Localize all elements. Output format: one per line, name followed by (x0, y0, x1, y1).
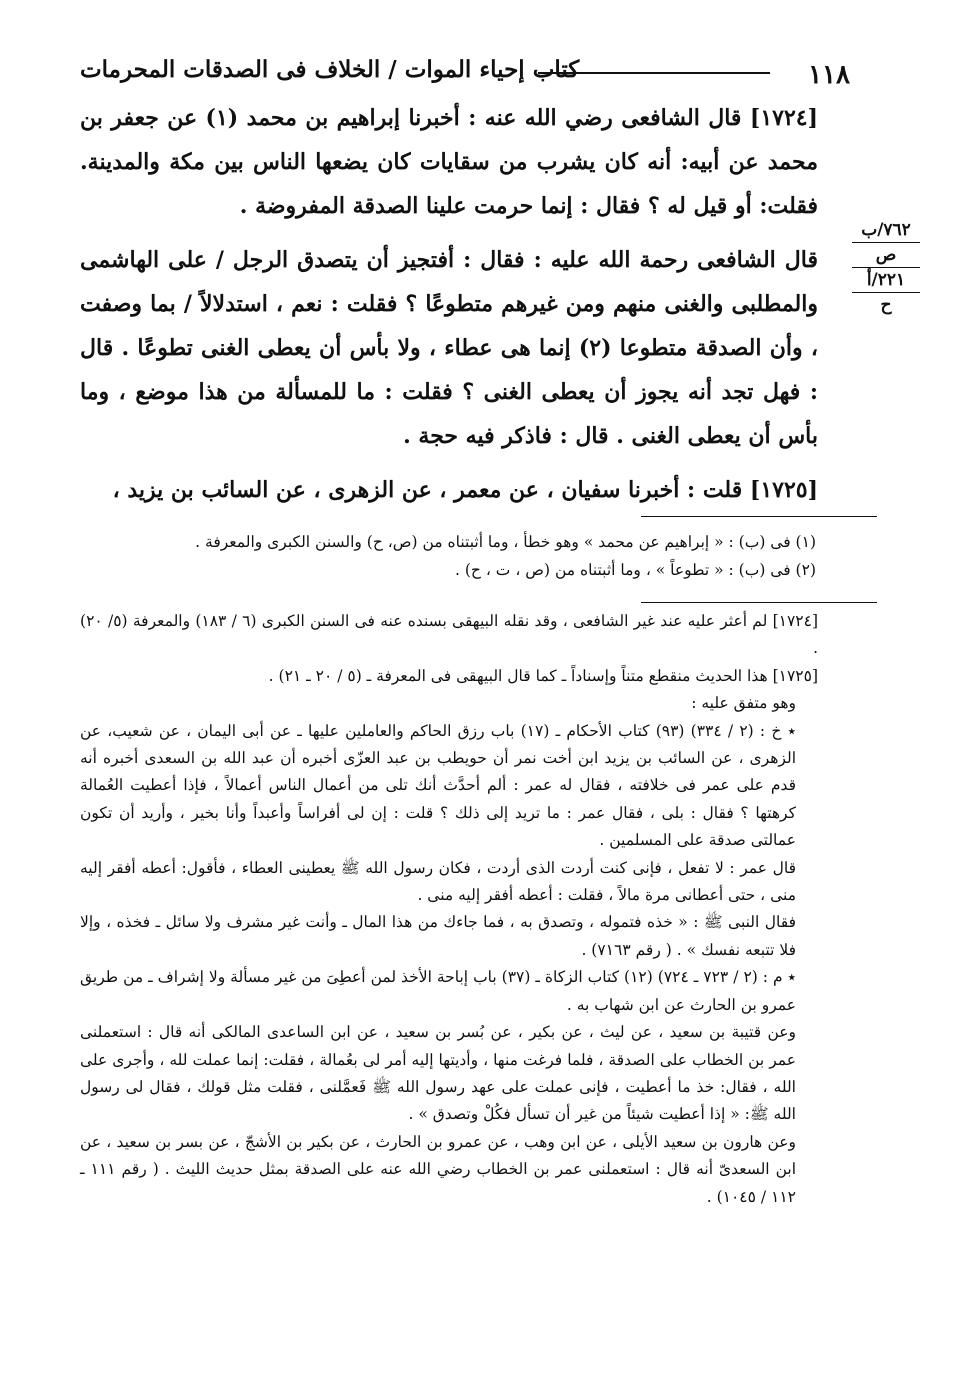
takhrij-muslim: ٭ م : (٢ / ٧٢٣ ـ ٧٢٤) (١٢) كتاب الزكاة ـ (٣٧) باب إباحة الأخذ لمن أعطِىَ من غير مسألة ولا إشراف ـ من طريق عمرو بن الحارث عن ابن شهاب به . (80, 968, 796, 1014)
takhrij-bukhari: ٭ خ : (٢ / ٣٣٤) (٩٣) كتاب الأحكام ـ (١٧) باب رزق الحاكم والعاملين عليها ـ عن أبى اليمان ، عن شعيب، عن الزهرى ، عن السائب بن يزيد ابن أخت نمر أن حويطب بن عبد العزّى أخبره أن عبد الله بن السعدى أخبره أنه قدم على عمر فى خلافته ، فقال له عمر : ألم أحدَّث أنك تلى من أعمال الناس أعمالاً ، فإذا أعطيت العُمالة كرهتها ؟ فقال : بلى ، فقال عمر : ما تريد إلى ذلك ؟ قلت : إن لى أفراساً وأعبداً وأنا بخير ، وأريد أن تكون عمالتى صدقة على المسلمين . (80, 721, 796, 850)
takhrij-notes (80, 608, 818, 1211)
page-header (80, 52, 850, 92)
takhrij-divider (641, 602, 877, 603)
takhrij-1725: [١٧٢٥] هذا الحديث منقطع متناً وإسناداً ـ كما قال البيهقى فى المعرفة ـ (٥ / ٢٠ ـ ٢١) . (268, 666, 818, 685)
manuscript-margin-note (846, 218, 926, 317)
takhrij-line: قال عمر : لا تفعل ، فإنى كنت أردت الذى أردت ، فكان رسول الله ﷺ يعطينى العطاء ، فأقول: أعطه أفقر إليه منى ، حتى أعطانى مرة مالاً ، فقلت : أعطه أفقر إليه منى . (80, 858, 796, 905)
takhrij-line: وهو متفق عليه : (691, 694, 796, 713)
page-number: ١١٨ (808, 60, 850, 90)
main-text (80, 96, 818, 522)
takhrij-line: وعن هارون بن سعيد الأيلى ، عن ابن وهب ، عن عمرو بن الحارث ، عن بكير بن الأشجّ ، عن بسر بن سعيد ، عن ابن السعدىّ أنه قال : استعملنى عمر بن الخطاب رضي الله عنه على الصدقة بمثل حديث الليث . ( رقم ١١١ ـ ١١٢ / ١٠٤٥) . (80, 1132, 797, 1206)
margin-note-line: ص (852, 243, 920, 268)
footnote-2: (٢) فى (ب) : « تطوعاً » ، وما أثبتناه من (ص ، ت ، ح) . (455, 561, 816, 579)
margin-note-line: ٧٦٢/ب (852, 218, 920, 243)
footnote-divider (641, 516, 877, 517)
footnote-1: (١) فى (ب) : « إبراهيم عن محمد » وهو خطأ ، وما أثبتناه من (ص، ح) والسنن الكبرى والمعرفة . (195, 533, 816, 551)
running-title: كتاب إحياء الموات / الخلاف فى الصدقات المحرمات (80, 56, 580, 83)
margin-note-line: ٢٢١/أ (852, 268, 920, 293)
margin-note-line: ح (880, 295, 892, 315)
takhrij-line: فقال النبى ﷺ : « خذه فتموله ، وتصدق به ، فما جاءك من هذا المال ـ وأنت غير مشرف ولا سائل ـ فخذه ، وإلا فلا تتبعه نفسك » . ( رقم ٧١٦٣) . (80, 913, 796, 959)
takhrij-line: وعن قتيبة بن سعيد ، عن ليث ، عن بكير ، عن بُسر بن سعيد ، عن ابن الساعدى المالكى أنه قال : استعملنى عمر بن الخطاب على الصدقة ، فلما فرغت منها ، وأديتها إليه أمر لى بعُمالة ، فقلت: إنما عملت لله ، وأجرى على الله ، فقال: خذ ما أعطيت ، فإنى عملت على عهد رسول الله ﷺ فَعمَّلنى ، فقلت مثل قولك ، فقال لى رسول الله ﷺ: « إذا أعطيت شيئاً من غير أن تسأل فكُلْ وتصدق » . (80, 1023, 796, 1124)
paragraph-shafii-discussion: قال الشافعى رحمة الله عليه : فقال : أفتجيز أن يتصدق الرجل / على الهاشمى والمطلبى والغنى منهم ومن غيرهم متطوعًا ؟ فقلت : نعم ، استدلالاً / بما وصفت ، وأن الصدقة متطوعا (٢) إنما هى عطاء ، ولا بأس أن يعطى الغنى تطوعًا . قال : فهل تجد أنه يجوز أن يعطى الغنى ؟ فقلت : ما للمسألة من هذا موضع ، وما بأس أن يعطى الغنى . قال : فاذكر فيه حجة . (80, 247, 818, 449)
footnotes (80, 528, 816, 584)
paragraph-1725: [١٧٢٥] قلت : أخبرنا سفيان ، عن معمر ، عن الزهرى ، عن السائب بن يزيد ، (112, 477, 818, 503)
paragraph-1724: [١٧٢٤] قال الشافعى رضي الله عنه : أخبرنا إبراهيم بن محمد (١) عن جعفر بن محمد عن أبيه: أنه كان يشرب من سقايات كان يضعها الناس بين مكة والمدينة. فقلت: أو قيل له ؟ فقال : إنما حرمت علينا الصدقة المفروضة . (80, 105, 818, 219)
takhrij-1724: [١٧٢٤] لم أعثر عليه عند غير الشافعى ، وقد نقله البيهقى بسنده عنه فى السنن الكبرى (٦ / ١٨٣) والمعرفة (٥/ ٢٠) . (80, 612, 819, 658)
